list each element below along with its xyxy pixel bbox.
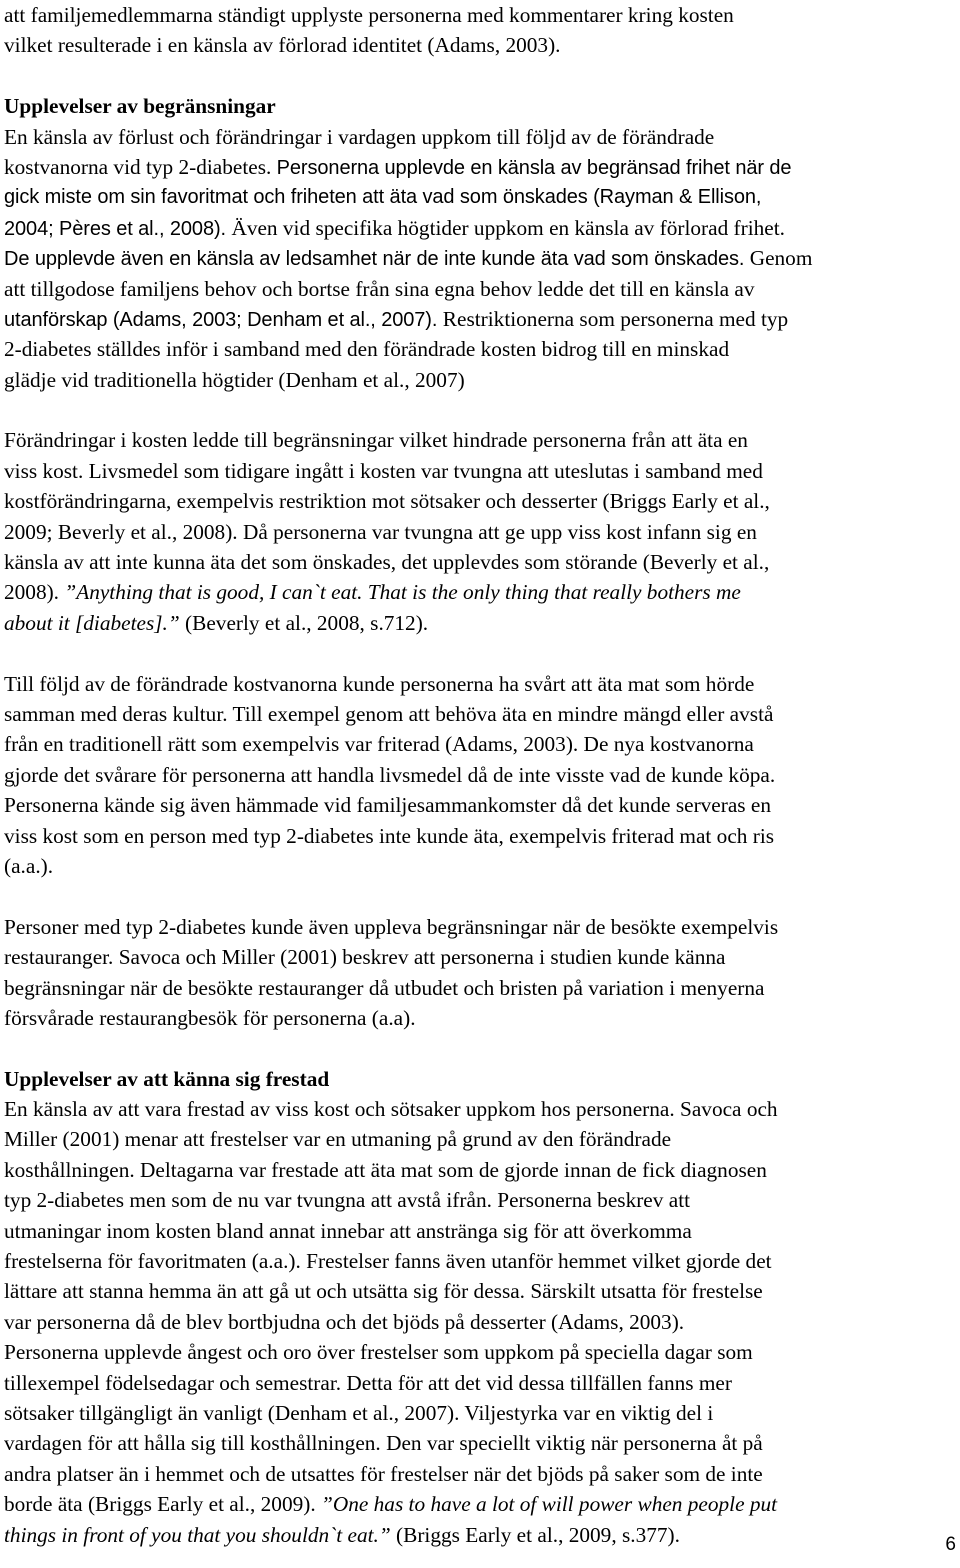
quote-run: ”One has to have a lot of will power when people put <box>321 1492 778 1517</box>
text-line: kosthållningen. Deltagarna var frestade att äta mat som de gjorde innan de fick diagnosen <box>4 1157 767 1182</box>
text-line: restauranger. Savoca och Miller (2001) beskrev att personerna i studien kunde känna <box>4 945 726 970</box>
text-line <box>4 1520 956 1550</box>
text-line: begränsningar när de besökte restauranger då utbudet och bristen på variation i menyerna <box>4 975 765 1000</box>
text-run: Restriktionerna som personerna med typ <box>442 306 789 331</box>
text-line: viss kost som en person med typ 2-diabetes inte kunde äta, exempelvis friterad mat och ris <box>4 823 775 848</box>
text-line: Förändringar i kosten ledde till begränsningar vilket hindrade personerna från att äta en <box>4 428 748 453</box>
section-limitations <box>4 91 956 395</box>
paragraph-gap <box>4 61 956 91</box>
text-run: Personerna upplevde en känsla av begränsad frihet när de <box>276 156 792 179</box>
text-line: gick miste om sin favoritmat och friheten att äta vad som önskades (Rayman & Ellison, <box>4 186 762 209</box>
text-line: utmaningar inom kosten bland annat innebar att anstränga sig för att överkomma <box>4 1218 692 1243</box>
text-line <box>4 577 956 607</box>
paragraph-limitations-3 <box>4 669 956 882</box>
text-line: lättare att stanna hemma än att gå ut och utsätta sig för dessa. Särskilt utsatta för frestelse <box>4 1279 763 1304</box>
paragraph-gap <box>4 1033 956 1063</box>
text-line: Personerna kände sig även hämmade vid familjesammankomster då det kunde serveras en <box>4 793 772 818</box>
text-line: sötsaker tillgängligt än vanligt (Denham et al., 2007). Viljestyrka var en viktig del i <box>4 1400 714 1425</box>
text-line: Till följd av de förändrade kostvanorna kunde personerna ha svårt att äta mat som hörde <box>4 671 755 696</box>
text-line: från en traditionell rätt som exempelvis var friterad (Adams, 2003). De nya kostvanorna <box>4 732 754 757</box>
paragraph-limitations-1 <box>4 122 956 396</box>
paragraph-gap <box>4 881 956 911</box>
text-line: Personer med typ 2-diabetes kunde även uppleva begränsningar när de besökte exempelvis <box>4 914 779 939</box>
text-line: glädje vid traditionella högtider (Denham et al., 2007) <box>4 367 465 392</box>
text-line <box>4 152 956 182</box>
document-page <box>4 0 956 1550</box>
text-line: kostförändringarna, exempelvis restriktion mot sötsaker och desserter (Briggs Early et al., <box>4 489 770 514</box>
text-line: vardagen för att hålla sig till kosthållningen. Den var speciellt viktig när personerna åt på <box>4 1431 763 1456</box>
text-line <box>4 304 956 334</box>
text-line: gjorde det svårare för personerna att handla livsmedel då de inte visste vad de kunde köpa. <box>4 762 776 787</box>
paragraph-continuation <box>4 0 956 61</box>
text-run: (Beverly et al., 2008, s.712). <box>179 610 429 635</box>
text-run: Även vid specifika högtider uppkom en känsla av förlorad frihet. <box>231 215 786 240</box>
text-run: Livsmedel som tidigare ingått i kosten var tvungna att uteslutas i samband med <box>88 458 763 483</box>
text-run: Genom <box>744 246 813 271</box>
section-heading: Upplevelser av begränsningar <box>4 94 276 119</box>
text-run: viss kost. <box>4 458 89 483</box>
text-line: En känsla av förlust och förändringar i vardagen uppkom till följd av de förändrade <box>4 124 715 149</box>
text-line: Personerna upplevde ångest och oro över frestelser som uppkom på speciella dagar som <box>4 1340 753 1365</box>
text-line: försvårade restaurangbesök för personerna (a.a). <box>4 1005 416 1030</box>
text-line: tillexempel födelsedagar och semestrar. Detta för att det vid dessa tillfällen fanns mer <box>4 1370 732 1395</box>
text-run: 2008). <box>4 580 65 605</box>
text-run: Då personerna var tvungna att ge upp viss kost infann sig en <box>242 519 757 544</box>
text-run: 2004; Pères et al., 2008). <box>4 217 232 240</box>
text-line: frestelserna för favoritmaten (a.a.). Frestelser fanns även utanför hemmet vilket gjorde det <box>4 1249 772 1274</box>
text-line <box>4 517 956 547</box>
text-run: borde äta (Briggs Early et al., 2009). <box>4 1492 321 1517</box>
text-line: En känsla av att vara frestad av viss kost och sötsaker uppkom hos personerna. Savoca och <box>4 1097 778 1122</box>
quote-run: about it [diabetes].” <box>4 610 180 635</box>
text-line: att familjemedlemmarna ständigt upplyste personerna med kommentarer kring kosten <box>4 3 734 27</box>
quote-run: things in front of you that you shouldn`t eat.” <box>4 1522 391 1547</box>
text-run: kostvanorna vid typ 2-diabetes. <box>4 154 277 179</box>
text-line <box>4 456 956 486</box>
text-line: 2-diabetes ställdes inför i samband med den förändrade kosten bidrog till en minskad <box>4 337 730 362</box>
paragraph-gap <box>4 638 956 668</box>
paragraph-limitations-4 <box>4 912 956 1034</box>
text-line <box>4 213 956 243</box>
paragraph-limitations-2 <box>4 425 956 638</box>
text-line: att tillgodose familjens behov och bortse från sina egna behov ledde det till en känsla av <box>4 276 755 301</box>
quote-run: ”Anything that is good, I can`t eat. That is the only thing that really bothers me <box>64 580 741 605</box>
text-run: De upplevde även en känsla av ledsamhet när de inte kunde äta vad som önskades. <box>4 248 745 271</box>
page-number: 6 <box>945 1534 956 1555</box>
text-run: 2009; Beverly et al., 2008). <box>4 519 243 544</box>
text-line: vilket resulterade i en känsla av förlorad identitet (Adams, 2003). <box>4 33 561 58</box>
text-line: samman med deras kultur. Till exempel genom att behöva äta en mindre mängd eller avstå <box>4 701 774 726</box>
paragraph-gap <box>4 395 956 425</box>
text-line: (a.a.). <box>4 853 54 878</box>
text-line: typ 2-diabetes men som de nu var tvungna att avstå ifrån. Personerna beskrev att <box>4 1188 691 1213</box>
text-line: känsla av att inte kunna äta det som önskades, det upplevdes som störande (Beverly et al., <box>4 550 770 575</box>
section-temptation <box>4 1064 956 1550</box>
text-line: andra platser än i hemmet och de utsattes för frestelser när det bjöds på saker som de inte <box>4 1461 763 1486</box>
text-line <box>4 243 956 273</box>
text-line <box>4 608 956 638</box>
text-line <box>4 1489 956 1519</box>
text-run: utanförskap (Adams, 2003; Denham et al., 2007). <box>4 308 443 331</box>
section-heading: Upplevelser av att känna sig frestad <box>4 1066 330 1091</box>
text-run: (Briggs Early et al., 2009, s.377). <box>390 1522 680 1547</box>
text-line: var personerna då de blev bortbjudna och det bjöds på desserter (Adams, 2003). <box>4 1309 685 1334</box>
paragraph-temptation <box>4 1094 956 1550</box>
text-line: Miller (2001) menar att frestelser var en utmaning på grund av den förändrade <box>4 1127 672 1152</box>
